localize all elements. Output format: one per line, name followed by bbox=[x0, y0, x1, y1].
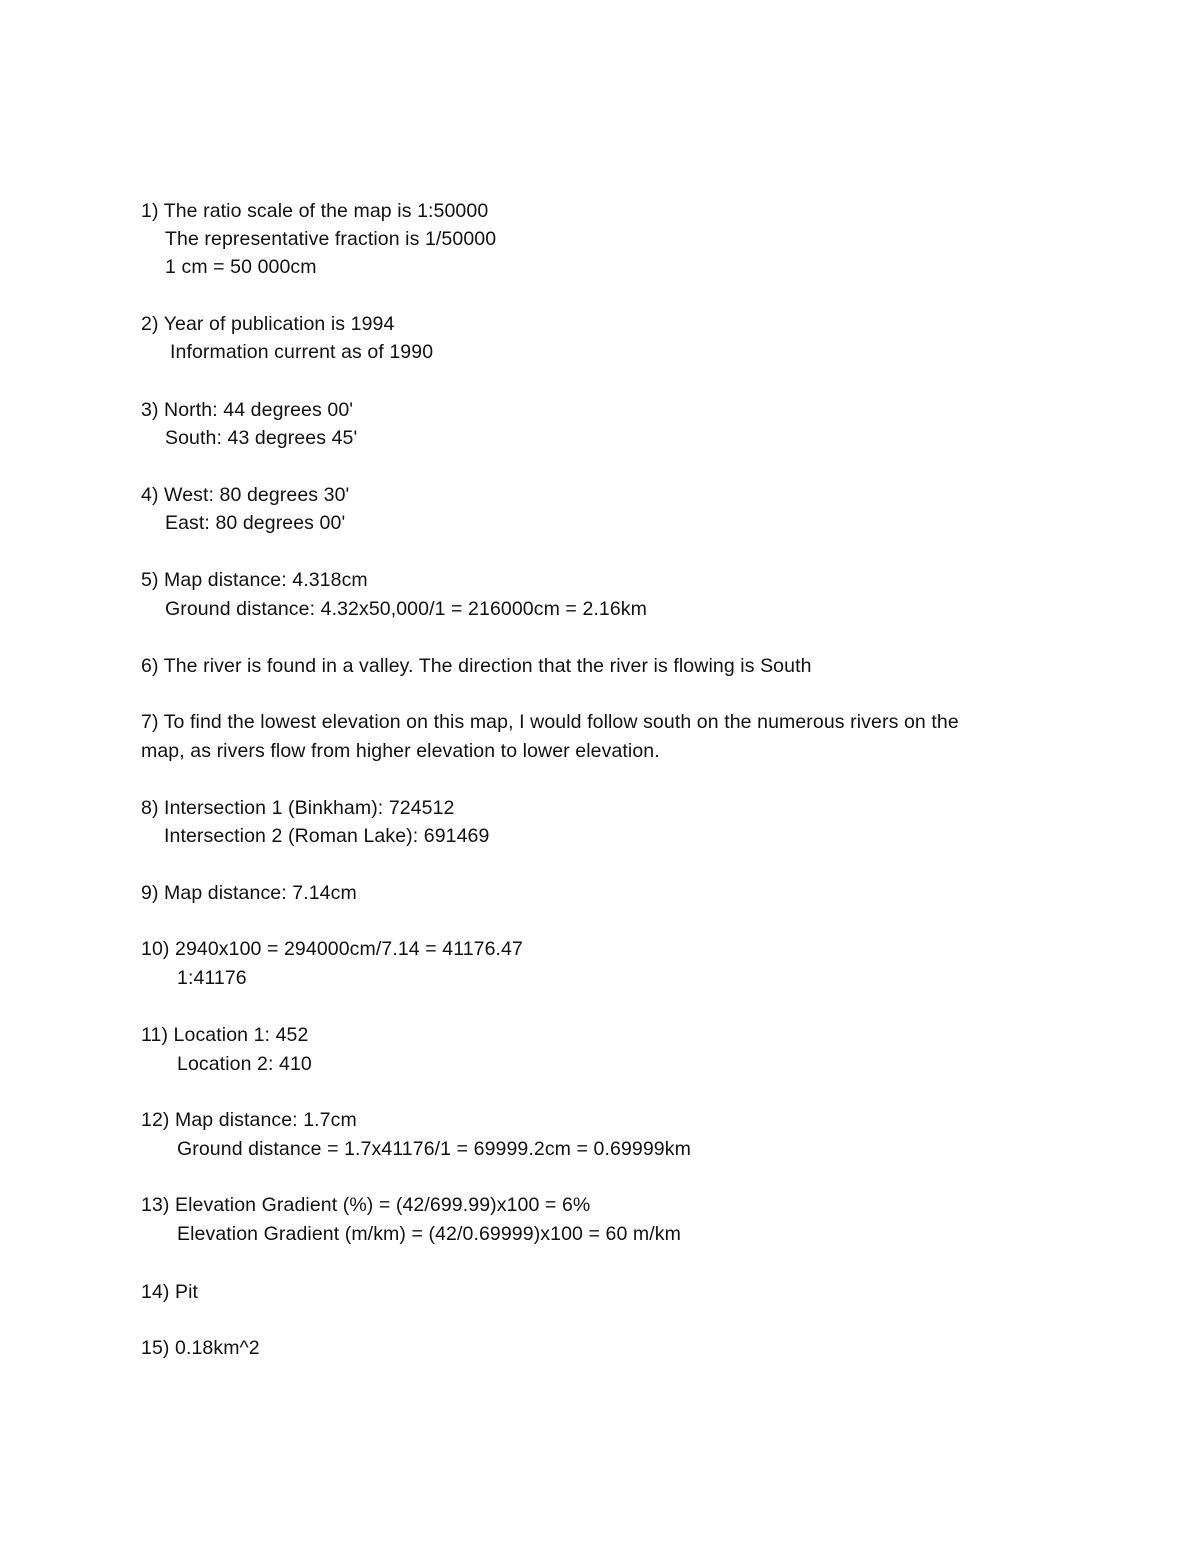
answer-7-line-2: map, as rivers flow from higher elevation to lower elevation. bbox=[141, 740, 660, 762]
answer-13-line-2: Elevation Gradient (m/km) = (42/0.69999)x100 = 60 m/km bbox=[177, 1223, 681, 1245]
answer-3-line-1: 3) North: 44 degrees 00' bbox=[141, 399, 354, 421]
answer-5-line-1: 5) Map distance: 4.318cm bbox=[141, 569, 368, 591]
answer-1-line-1: 1) The ratio scale of the map is 1:50000 bbox=[141, 200, 489, 222]
answer-4-line-1: 4) West: 80 degrees 30' bbox=[141, 484, 350, 506]
answer-1-line-2: The representative fraction is 1/50000 bbox=[165, 228, 497, 250]
answer-10-line-2: 1:41176 bbox=[177, 967, 247, 989]
answer-3-line-2: South: 43 degrees 45' bbox=[165, 427, 358, 449]
answer-8-line-2: Intersection 2 (Roman Lake): 691469 bbox=[164, 825, 490, 847]
answer-13-line-1: 13) Elevation Gradient (%) = (42/699.99)x100 = 6% bbox=[141, 1194, 591, 1216]
answer-2-line-1: 2) Year of publication is 1994 bbox=[141, 313, 395, 335]
answer-6-line-1: 6) The river is found in a valley. The direction that the river is flowing is South bbox=[141, 655, 812, 677]
answer-10-line-1: 10) 2940x100 = 294000cm/7.14 = 41176.47 bbox=[141, 938, 523, 960]
answer-9-line-1: 9) Map distance: 7.14cm bbox=[141, 882, 357, 904]
answer-5-line-2: Ground distance: 4.32x50,000/1 = 216000cm = 2.16km bbox=[165, 598, 647, 620]
answer-14-line-1: 14) Pit bbox=[141, 1281, 199, 1303]
answer-12-line-1: 12) Map distance: 1.7cm bbox=[141, 1109, 357, 1131]
answer-7-line-1: 7) To find the lowest elevation on this map, I would follow south on the numerous rivers on the bbox=[141, 711, 959, 733]
answer-11-line-1: 11) Location 1: 452 bbox=[141, 1024, 309, 1046]
answer-2-line-2: Information current as of 1990 bbox=[170, 341, 434, 363]
answer-4-line-2: East: 80 degrees 00' bbox=[165, 512, 346, 534]
answer-15-line-1: 15) 0.18km^2 bbox=[141, 1337, 260, 1359]
answer-11-line-2: Location 2: 410 bbox=[177, 1053, 312, 1075]
answer-8-line-1: 8) Intersection 1 (Binkham): 724512 bbox=[141, 797, 455, 819]
answer-12-line-2: Ground distance = 1.7x41176/1 = 69999.2cm = 0.69999km bbox=[177, 1138, 691, 1160]
answer-1-line-3: 1 cm = 50 000cm bbox=[165, 256, 317, 278]
